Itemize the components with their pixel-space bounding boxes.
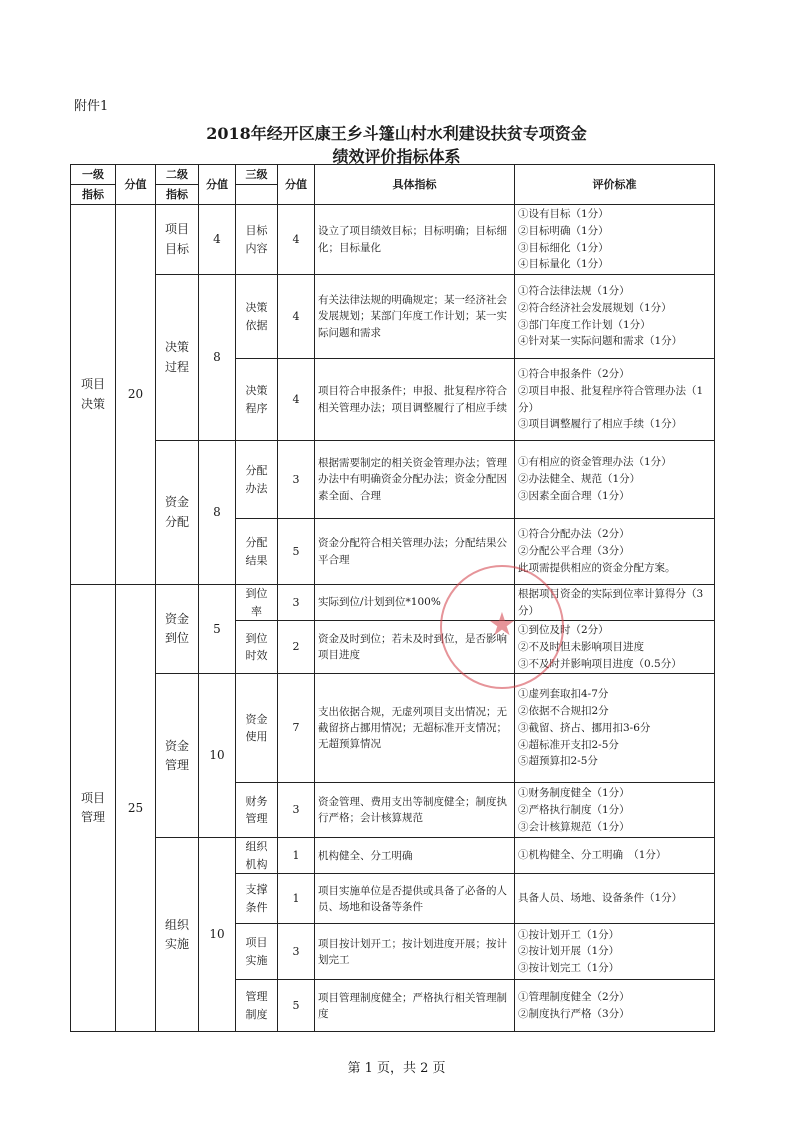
level3-score: 4	[278, 205, 315, 275]
criteria-item: ③不及时并影响项目进度（0.5分）	[518, 657, 682, 670]
criteria-item: ③截留、挤占、挪用扣3-6分	[518, 721, 651, 734]
table-row	[71, 275, 715, 359]
level3-indicator: 财务 管理	[236, 783, 278, 838]
header-score-2: 分值	[199, 165, 236, 205]
level3-score: 5	[278, 980, 315, 1032]
table-row	[71, 838, 715, 874]
level3-indicator: 决策 依据	[236, 275, 278, 359]
evaluation-criteria	[515, 441, 715, 519]
evaluation-criteria	[515, 621, 715, 674]
criteria-item: ①机构健全、分工明确 （1分）	[518, 849, 667, 862]
level2-org-score: 10	[199, 838, 236, 1032]
specific-indicator: 资金分配符合相关管理办法；分配结果公平合理	[315, 519, 515, 585]
criteria-item: 具备人员、场地、设备条件（1分）	[518, 892, 683, 905]
criteria-item: ①财务制度健全（1分）	[518, 786, 630, 799]
criteria-item: ③按计划完工（1分）	[518, 962, 620, 975]
criteria-item: ③目标细化（1分）	[518, 241, 609, 254]
level3-score: 3	[278, 924, 315, 980]
level3-indicator: 支撑 条件	[236, 874, 278, 924]
criteria-item: ①有相应的资金管理办法（1分）	[518, 456, 672, 469]
level2-process-score: 8	[199, 275, 236, 441]
evaluation-criteria	[515, 585, 715, 621]
criteria-item: ①虚列套取扣4-7分	[518, 688, 609, 701]
specific-indicator: 实际到位/计划到位*100%	[315, 585, 515, 621]
level3-score: 5	[278, 519, 315, 585]
level3-score: 2	[278, 621, 315, 674]
level2-arrival: 资金 到位	[156, 585, 199, 674]
criteria-item: ①符合法律法规（1分）	[518, 284, 630, 297]
level1-management-score: 25	[116, 585, 156, 1032]
table-row	[71, 585, 715, 621]
criteria-item: ④超标准开支扣2-5分	[518, 738, 619, 751]
document-subtitle: 绩效评价指标体系	[332, 147, 461, 166]
specific-indicator: 项目管理制度健全；严格执行相关管理制度	[315, 980, 515, 1032]
criteria-item: ①按计划开工（1分）	[518, 928, 620, 941]
criteria-item: ②依据不合规扣2分	[518, 704, 609, 717]
evaluation-criteria	[515, 838, 715, 874]
level3-indicator: 组织 机构	[236, 838, 278, 874]
header-level2-bottom: 指标	[156, 185, 199, 205]
table-row	[71, 441, 715, 519]
level3-indicator: 资金 使用	[236, 674, 278, 783]
evaluation-criteria	[515, 205, 715, 275]
level1-management: 项目 管理	[71, 585, 116, 1032]
level2-allocation: 资金 分配	[156, 441, 199, 585]
criteria-item: ②不及时但未影响项目进度	[518, 640, 644, 653]
evaluation-criteria	[515, 980, 715, 1032]
criteria-item: ②符合经济社会发展规划（1分）	[518, 301, 672, 314]
criteria-item: ①符合分配办法（2分）	[518, 528, 630, 541]
level3-score: 4	[278, 359, 315, 441]
criteria-item: ③因素全面合理（1分）	[518, 489, 630, 502]
level3-score: 3	[278, 441, 315, 519]
specific-indicator: 根据需要制定的相关资金管理办法；管理办法中有明确资金分配办法；资金分配因素全面、合理	[315, 441, 515, 519]
evaluation-criteria	[515, 783, 715, 838]
header-level3-top: 三级	[236, 165, 278, 185]
criteria-item: ②项目申报、批复程序符合管理办法（1分）	[518, 384, 704, 414]
level1-decision: 项目 决策	[71, 205, 116, 585]
header-level2-top: 二级	[156, 165, 199, 185]
level3-score: 1	[278, 874, 315, 924]
table-row	[71, 674, 715, 783]
header-level3-bottom	[236, 185, 278, 205]
criteria-item: 此项需提供相应的资金分配方案。	[518, 561, 676, 574]
level3-indicator: 管理 制度	[236, 980, 278, 1032]
indicator-table	[70, 164, 715, 1032]
level1-decision-score: 20	[116, 205, 156, 585]
specific-indicator: 资金及时到位；若未及时到位，是否影响项目进度	[315, 621, 515, 674]
criteria-item: ②按计划开展（1分）	[518, 945, 620, 958]
criteria-item: ④针对某一实际问题和需求（1分）	[518, 335, 683, 348]
criteria-item: 根据项目资金的实际到位率计算得分（3分）	[518, 587, 704, 617]
evaluation-criteria	[515, 519, 715, 585]
header-level1-top: 一级	[71, 165, 116, 185]
evaluation-criteria	[515, 275, 715, 359]
star-icon: ★	[487, 605, 517, 643]
level3-indicator: 到位 率	[236, 585, 278, 621]
specific-indicator: 资金管理、费用支出等制度健全；制度执行严格；会计核算规范	[315, 783, 515, 838]
criteria-item: ③会计核算规范（1分）	[518, 820, 630, 833]
level3-score: 4	[278, 275, 315, 359]
level2-org: 组织 实施	[156, 838, 199, 1032]
criteria-item: ④目标量化（1分）	[518, 258, 609, 271]
evaluation-criteria	[515, 359, 715, 441]
criteria-item: ②目标明确（1分）	[518, 224, 609, 237]
criteria-item: ②严格执行制度（1分）	[518, 803, 630, 816]
criteria-item: ②制度执行严格（3分）	[518, 1007, 630, 1020]
criteria-item: ②分配公平合理（3分）	[518, 545, 630, 558]
criteria-item: ①管理制度健全（2分）	[518, 991, 630, 1004]
document-title: 2018年经开区康王乡斗篷山村水利建设扶贫专项资金	[206, 124, 587, 143]
criteria-item: ②办法健全、规范（1分）	[518, 473, 641, 486]
specific-indicator: 项目实施单位是否提供或具备了必备的人员、场地和设备等条件	[315, 874, 515, 924]
level3-indicator: 决策 程序	[236, 359, 278, 441]
table-row	[71, 205, 715, 275]
evaluation-criteria	[515, 924, 715, 980]
header-score-3: 分值	[278, 165, 315, 205]
level3-score: 3	[278, 783, 315, 838]
criteria-item: ①符合申报条件（2分）	[518, 367, 630, 380]
criteria-item: ①到位及时（2分）	[518, 623, 609, 636]
level3-indicator: 项目 实施	[236, 924, 278, 980]
criteria-item: ③项目调整履行了相应手续（1分）	[518, 418, 683, 431]
page-footer: 第 1 页，共 2 页	[347, 1061, 446, 1076]
level2-process: 决策 过程	[156, 275, 199, 441]
criteria-item: ③部门年度工作计划（1分）	[518, 318, 651, 331]
attachment-label: 附件1	[74, 99, 109, 114]
level3-indicator: 目标 内容	[236, 205, 278, 275]
level3-score: 1	[278, 838, 315, 874]
level3-indicator: 分配 结果	[236, 519, 278, 585]
header-specific: 具体指标	[315, 165, 515, 205]
specific-indicator: 机构健全、分工明确	[315, 838, 515, 874]
criteria-item: ⑤超预算扣2-5分	[518, 755, 598, 768]
level3-indicator: 分配 办法	[236, 441, 278, 519]
header-criteria: 评价标准	[515, 165, 715, 205]
level2-goal: 项目 目标	[156, 205, 199, 275]
specific-indicator: 支出依据合规，无虚列项目支出情况；无截留挤占挪用情况；无超标准开支情况；无超预算情况	[315, 674, 515, 783]
level2-funds-mgmt: 资金 管理	[156, 674, 199, 838]
level2-allocation-score: 8	[199, 441, 236, 585]
specific-indicator: 项目按计划开工；按计划进度开展；按计划完工	[315, 924, 515, 980]
level2-arrival-score: 5	[199, 585, 236, 674]
header-level1-bottom: 指标	[71, 185, 116, 205]
criteria-item: ①设有目标（1分）	[518, 207, 609, 220]
level2-goal-score: 4	[199, 205, 236, 275]
level3-indicator: 到位 时效	[236, 621, 278, 674]
specific-indicator: 项目符合申报条件；申报、批复程序符合相关管理办法；项目调整履行了相应手续	[315, 359, 515, 441]
level3-score: 7	[278, 674, 315, 783]
evaluation-criteria	[515, 674, 715, 783]
header-row-1	[71, 165, 715, 185]
header-score-1: 分值	[116, 165, 156, 205]
evaluation-criteria	[515, 874, 715, 924]
level3-score: 3	[278, 585, 315, 621]
specific-indicator: 有关法律法规的明确规定；某一经济社会发展规划；某部门年度工作计划；某一实际问题和需求	[315, 275, 515, 359]
specific-indicator: 设立了项目绩效目标；目标明确；目标细化；目标量化	[315, 205, 515, 275]
level2-funds-mgmt-score: 10	[199, 674, 236, 838]
